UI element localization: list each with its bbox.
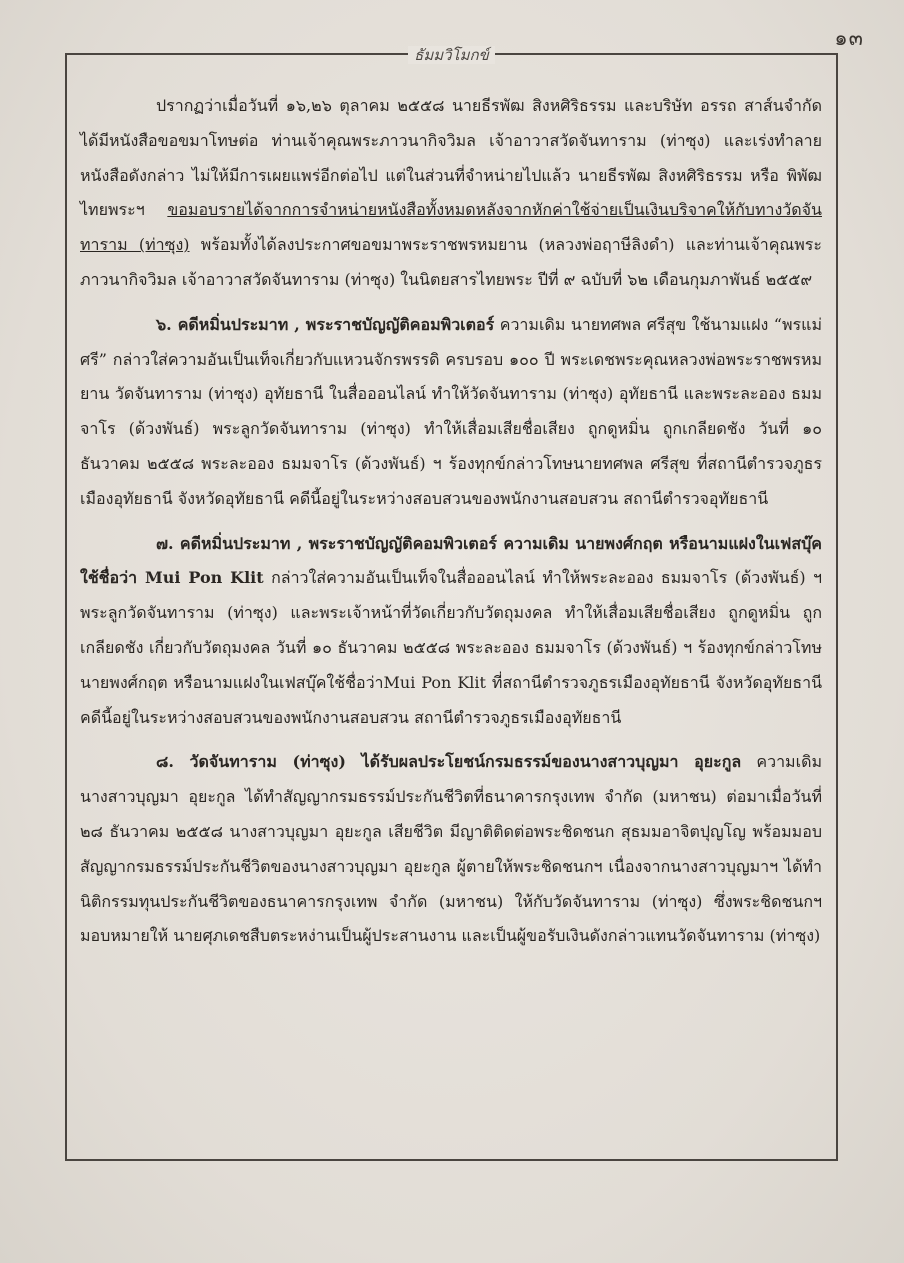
paragraph-1-underlined: ขอมอบรายได้จากการจำหน่ายหนังสือทั้งหมดหลังจากหักค่าใช้จ่ายเป็นเงินบริจาคให้กับทางวัดจันทาราม (ท่าซุง) [80,200,822,255]
paragraph-6 [80,308,822,517]
paragraph-8-text: ความเดิมนางสาวบุญมา อุยะกูล ได้ทำสัญญากรมธรรม์ประกันชีวิตที่ธนาคารกรุงเทพ จำกัด (มหาชน) ต่อมาเมื่อวันที่ ๒๘ ธันวาคม ๒๕๕๘ นางสาวบุญมา อุยะกูล เสียชีวิต มีญาติติดต่อพระชิดชนก สุธมมอาจิตปุญโญ พร้อมมอบสัญญากรมธรรม์ประกันชีวิตของนางสาวบุญมา อุยะกูล ผู้ตายให้พระชิดชนกฯ เนื่องจากนางสาวบุญมาฯ ได้ทำนิติกรรมทุนประกันชีวิตของธนาคารกรุงเทพ จำกัด (มหาชน) ให้กับวัดจันทาราม (ท่าซุง) ซึ่งพระชิดชนกฯ มอบหมายให้ นายศุภเดชสืบตระหง่านเป็นผู้ประสานงาน และเป็นผู้ขอรับเงินดังกล่าวแทนวัดจันทาราม (ท่าซุง) [80,752,823,946]
page-number: ๑๓ [834,26,864,50]
content-frame [65,46,838,1161]
paragraph-8 [80,745,822,954]
running-header [67,43,836,67]
paragraph-1-text-before: ปรากฏว่าเมื่อวันที่ ๑๖,๒๖ ตุลาคม ๒๕๕๘ นายธีรพัฒ สิงหศิริธรรม และบริษัท อรรถ สาส์นจำกัด ได้มีหนังสือขอขมาโทษต่อ ท่านเจ้าคุณพระภาวนากิจวิมล เจ้าอาวาสวัดจันทาราม (ท่าซุง) และเร่งทำลายหนังสือดังกล่าว ไม่ให้มีการเผยแพร่อีกต่อไป แต่ในส่วนที่จำหน่ายไปแล้ว นายธีรพัฒ สิงหศิริธรรม หรือ พิพัฒ ไทยพระฯ [80,96,822,220]
paragraph-8-heading: ๘. วัดจันทาราม (ท่าซุง) ได้รับผลประโยชน์กรมธรรม์ของนางสาวบุญมา อุยะกูล [156,752,742,772]
paragraph-7 [80,527,822,736]
paragraph-7-heading: ๗. คดีหมิ่นประมาท , พระราชบัญญัติคอมพิวเตอร์ ความเดิม นายพงศ์กฤต หรือนามแฝงในเฟสบุ๊คใช้ชื่อว่า Mui Pon Klit [80,533,822,588]
paragraph-1 [80,89,822,298]
header-title: ธัมมวิโมกข์ [408,46,495,64]
paragraph-6-heading: ๖. คดีหมิ่นประมาท , พระราชบัญญัติคอมพิวเตอร์ [156,314,495,334]
paragraph-6-text: ความเดิม นายทศพล ศรีสุข ใช้นามแฝง “พรแม่ศรี” กล่าวใส่ความอันเป็นเท็จเกี่ยวกับแหวนจักรพรรดิ ครบรอบ ๑๐๐ ปี พระเดชพระคุณหลวงพ่อพระราชพรหมยาน วัดจันทาราม (ท่าซุง) อุทัยธานี ในสื่อออนไลน์ ทำให้วัดจันทาราม (ท่าซุง) อุทัยธานี และพระละออง ธมมจาโร (ด้วงพันธ์) พระลูกวัดจันทาราม (ท่าซุง) ทำให้เสื่อมเสียชื่อเสียง ถูกดูหมิ่น ถูกเกลียดชัง วันที่ ๑๐ ธันวาคม ๒๕๕๘ พระละออง ธมมจาโร (ด้วงพันธ์) ฯ ร้องทุกข์กล่าวโทษนายทศพล ศรีสุข ที่สถานีตำรวจภูธรเมืองอุทัยธานี จังหวัดอุทัยธานี คดีนี้อยู่ในระหว่างสอบสวนของพนักงานสอบสวน สถานีตำรวจอุทัยธานี [80,314,822,508]
paragraph-1-text-after: พร้อมทั้งได้ลงประกาศขอขมาพระราชพรหมยาน (หลวงพ่อฤาษีลิงดำ) และท่านเจ้าคุณพระภาวนากิจวิมล เจ้าอาวาสวัดจันทาราม (ท่าซุง) ในนิตยสารไทยพระ ปีที่ ๙ ฉบับที่ ๖๒ เดือนกุมภาพันธ์ ๒๕๕๙ [80,235,822,289]
body-text [80,89,822,954]
paragraph-7-text: กล่าวใส่ความอันเป็นเท็จในสื่อออนไลน์ ทำให้พระละออง ธมมจาโร (ด้วงพันธ์) ฯ พระลูกวัดจันทาราม (ท่าซุง) และพระเจ้าหน้าที่วัดเกี่ยวกับวัตถุมงคล ทำให้เสื่อมเสียชื่อเสียง ถูกดูหมิ่น ถูกเกลียดชัง เกี่ยวกับวัตถุมงคล วันที่ ๑๐ ธันวาคม ๒๕๕๘ พระละออง ธมมจาโร (ด้วงพันธ์) ฯ ร้องทุกข์กล่าวโทษนายพงศ์กฤต หรือนามแฝงในเฟสบุ๊คใช้ชื่อว่าMui Pon Klit ที่สถานีตำรวจภูธรเมืองอุทัยธานี จังหวัดอุทัยธานี คดีนี้อยู่ในระหว่างสอบสวนของพนักงานสอบสวน สถานีตำรวจภูธรเมืองอุทัยธานี [80,568,822,727]
